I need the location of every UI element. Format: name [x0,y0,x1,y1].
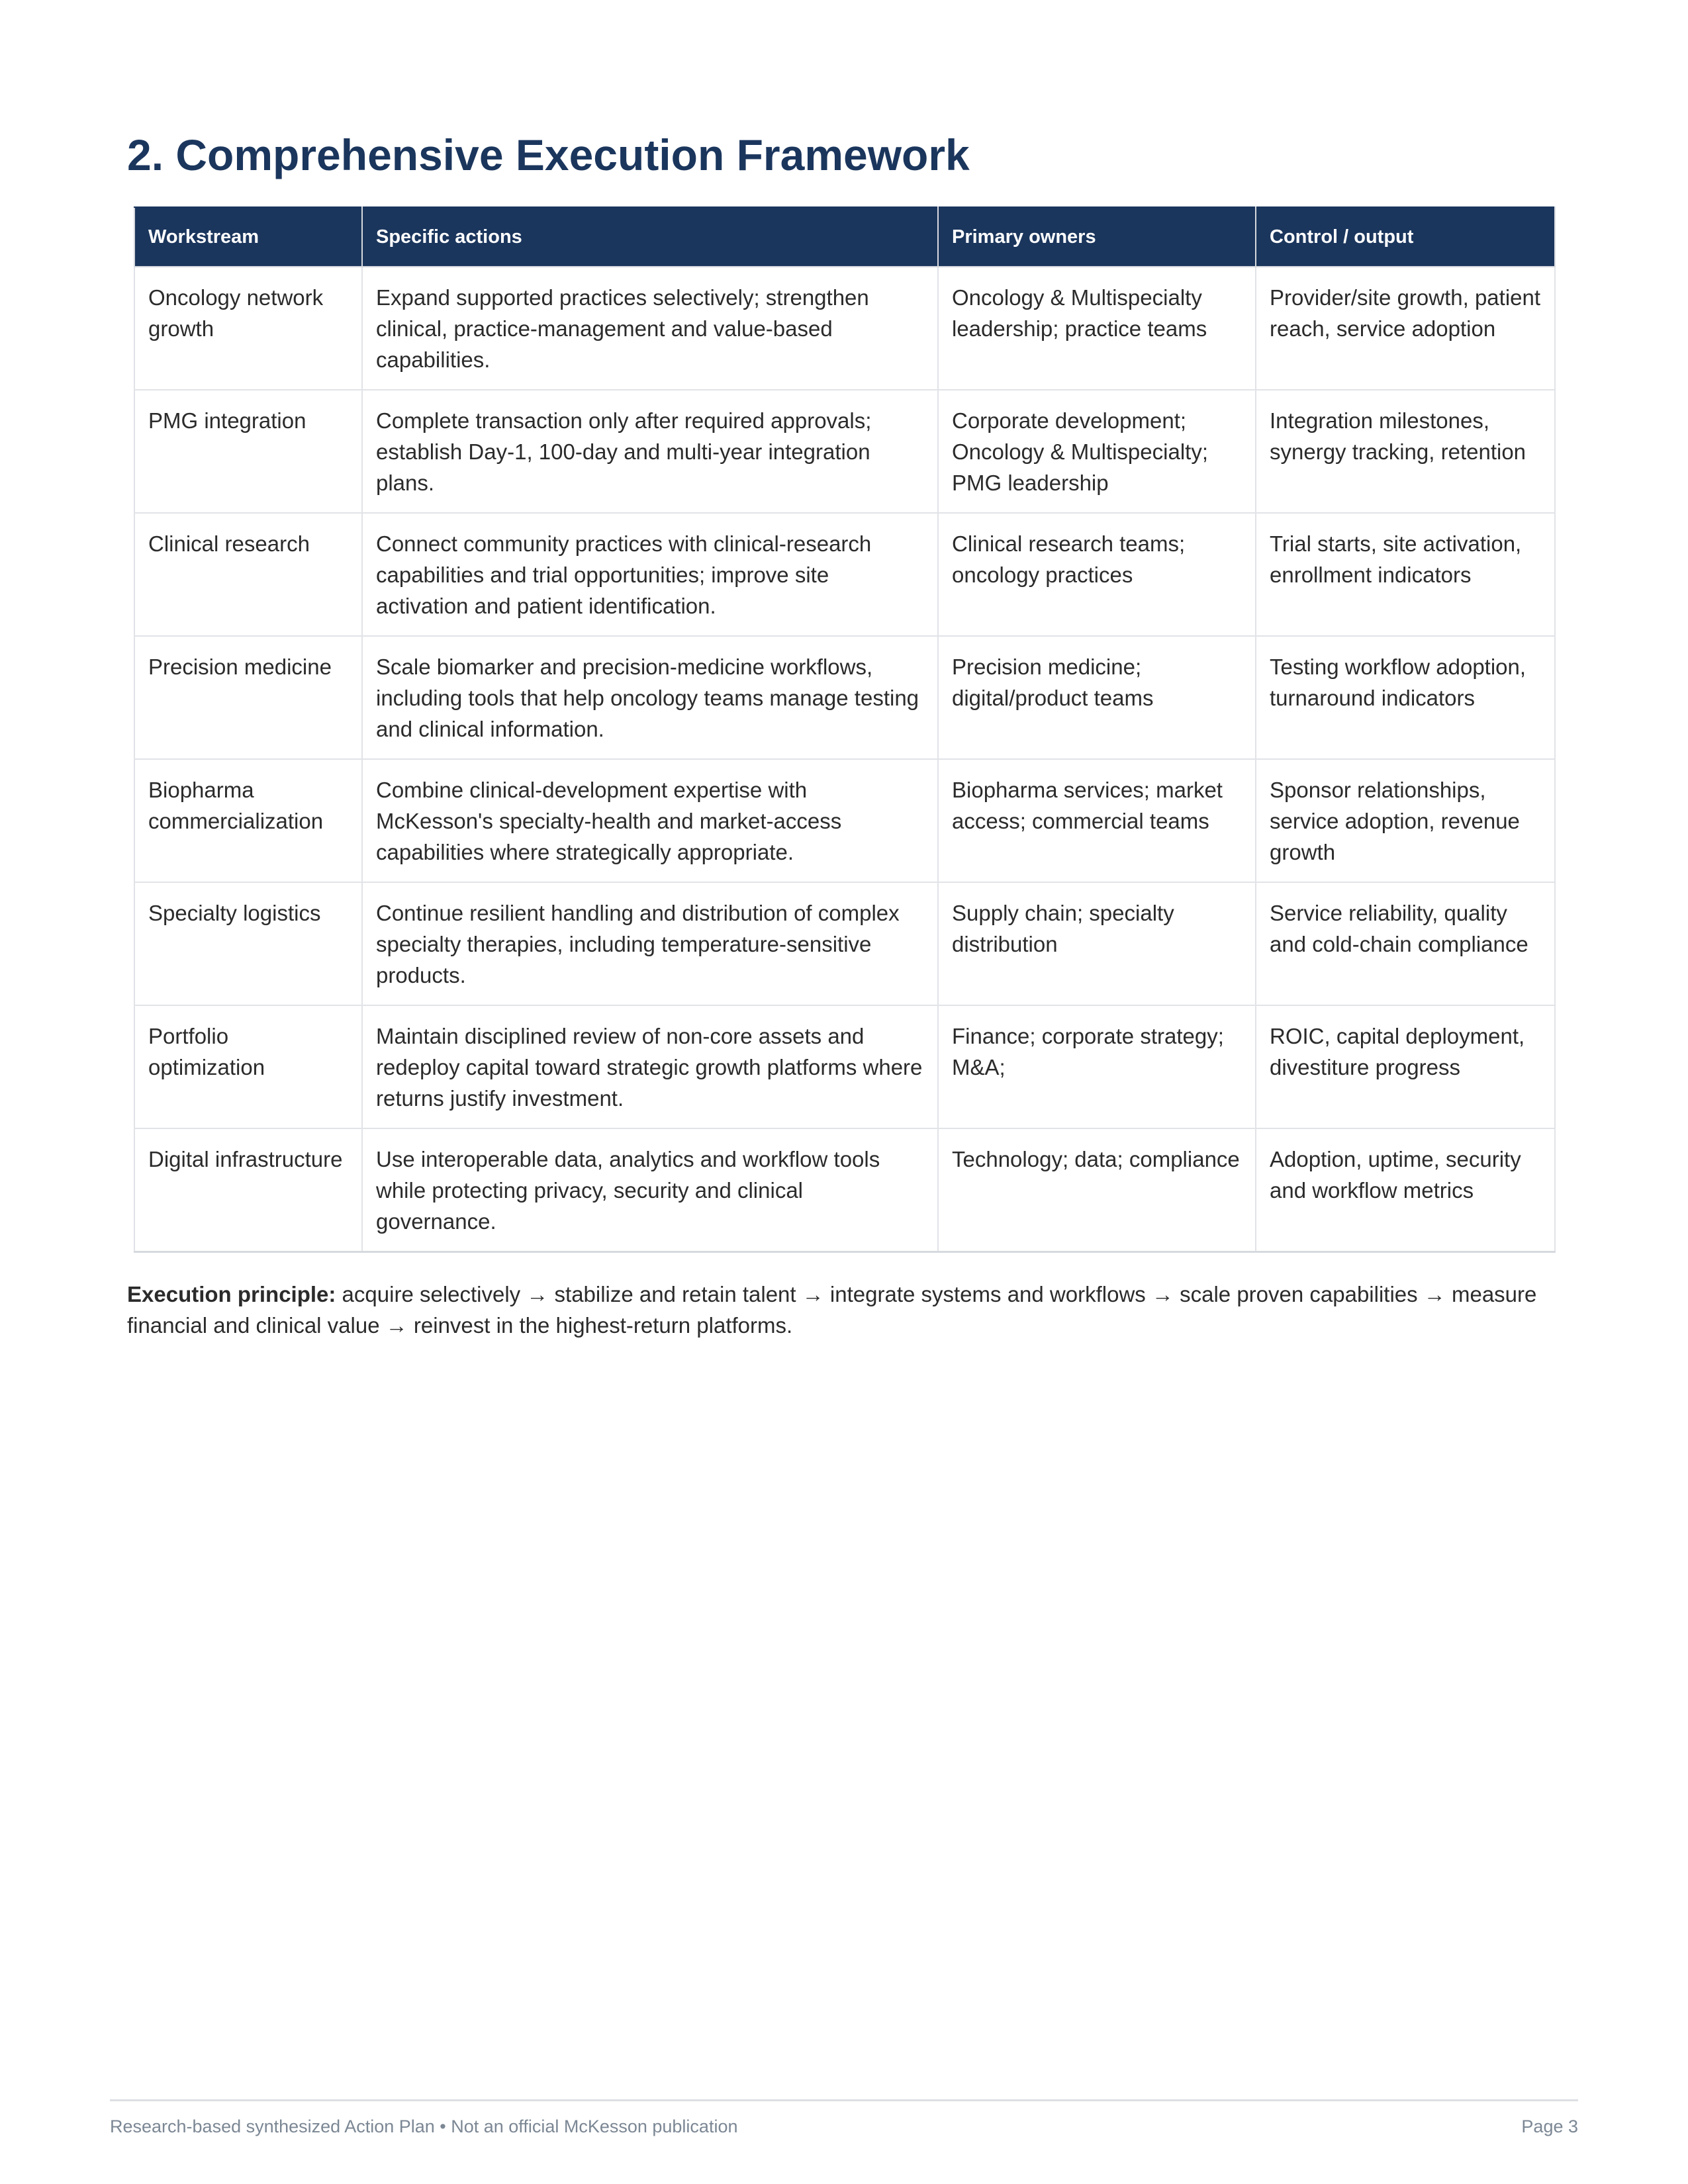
cell-workstream: Precision medicine [134,636,362,759]
footer-disclaimer: Research-based synthesized Action Plan • Not an official McKesson publication [110,2116,738,2136]
cell-specific-actions: Use interoperable data, analytics and workflow tools while protecting privacy, security and clinical governance. [362,1128,938,1252]
page-number: Page 3 [1521,2116,1578,2136]
cell-workstream: Clinical research [134,513,362,636]
execution-framework-table [134,206,1556,1253]
table-row [134,513,1555,636]
cell-primary-owners: Oncology & Multispecialty leadership; practice teams [938,267,1256,390]
table-row [134,390,1555,513]
cell-primary-owners: Precision medicine; digital/product teams [938,636,1256,759]
table-header-row [134,207,1555,267]
cell-workstream: PMG integration [134,390,362,513]
table-row [134,1005,1555,1128]
column-header-specific-actions: Specific actions [362,207,938,267]
cell-primary-owners: Supply chain; specialty distribution [938,882,1256,1005]
footer-divider [110,2099,1578,2101]
cell-specific-actions: Maintain disciplined review of non-core assets and redeploy capital toward strategic growth platforms where returns justify investment. [362,1005,938,1128]
column-header-workstream: Workstream [134,207,362,267]
execution-principle-label: Execution principle: [127,1282,336,1306]
cell-specific-actions: Expand supported practices selectively; strengthen clinical, practice-management and value-based capabilities. [362,267,938,390]
table-row [134,1128,1555,1252]
cell-primary-owners: Technology; data; compliance [938,1128,1256,1252]
column-header-primary-owners: Primary owners [938,207,1256,267]
cell-specific-actions: Connect community practices with clinical-research capabilities and trial opportunities; improve site activation and patient identification. [362,513,938,636]
cell-control-output: Adoption, uptime, security and workflow metrics [1256,1128,1555,1252]
cell-workstream: Specialty logistics [134,882,362,1005]
cell-control-output: Trial starts, site activation, enrollment indicators [1256,513,1555,636]
table-row [134,636,1555,759]
cell-control-output: Sponsor relationships, service adoption, revenue growth [1256,759,1555,882]
cell-workstream: Oncology network growth [134,267,362,390]
cell-specific-actions: Complete transaction only after required approvals; establish Day-1, 100-day and multi-year integration plans. [362,390,938,513]
table-row [134,267,1555,390]
cell-control-output: Integration milestones, synergy tracking, retention [1256,390,1555,513]
cell-primary-owners: Corporate development; Oncology & Multispecialty; PMG leadership [938,390,1256,513]
cell-specific-actions: Continue resilient handling and distribution of complex specialty therapies, including temperature-sensitive products. [362,882,938,1005]
cell-control-output: Testing workflow adoption, turnaround indicators [1256,636,1555,759]
execution-principle [127,1279,1564,1341]
cell-control-output: ROIC, capital deployment, divestiture progress [1256,1005,1555,1128]
cell-control-output: Service reliability, quality and cold-chain compliance [1256,882,1555,1005]
cell-workstream: Digital infrastructure [134,1128,362,1252]
cell-workstream: Portfolio optimization [134,1005,362,1128]
cell-control-output: Provider/site growth, patient reach, service adoption [1256,267,1555,390]
cell-specific-actions: Scale biomarker and precision-medicine workflows, including tools that help oncology teams manage testing and clinical information. [362,636,938,759]
cell-primary-owners: Finance; corporate strategy; M&A; [938,1005,1256,1128]
cell-primary-owners: Clinical research teams; oncology practices [938,513,1256,636]
cell-specific-actions: Combine clinical-development expertise with McKesson's specialty-health and market-access capabilities where strategically appropriate. [362,759,938,882]
cell-workstream: Biopharma commercialization [134,759,362,882]
table-row [134,759,1555,882]
cell-primary-owners: Biopharma services; market access; commercial teams [938,759,1256,882]
execution-principle-text: acquire selectively → stabilize and retain talent → integrate systems and workflows → scale proven capabilities → measure financial and clinical value → reinvest in the highest-return platforms. [127,1282,1537,1338]
column-header-control-output: Control / output [1256,207,1555,267]
table-row [134,882,1555,1005]
page-title: 2. Comprehensive Execution Framework [127,130,970,179]
